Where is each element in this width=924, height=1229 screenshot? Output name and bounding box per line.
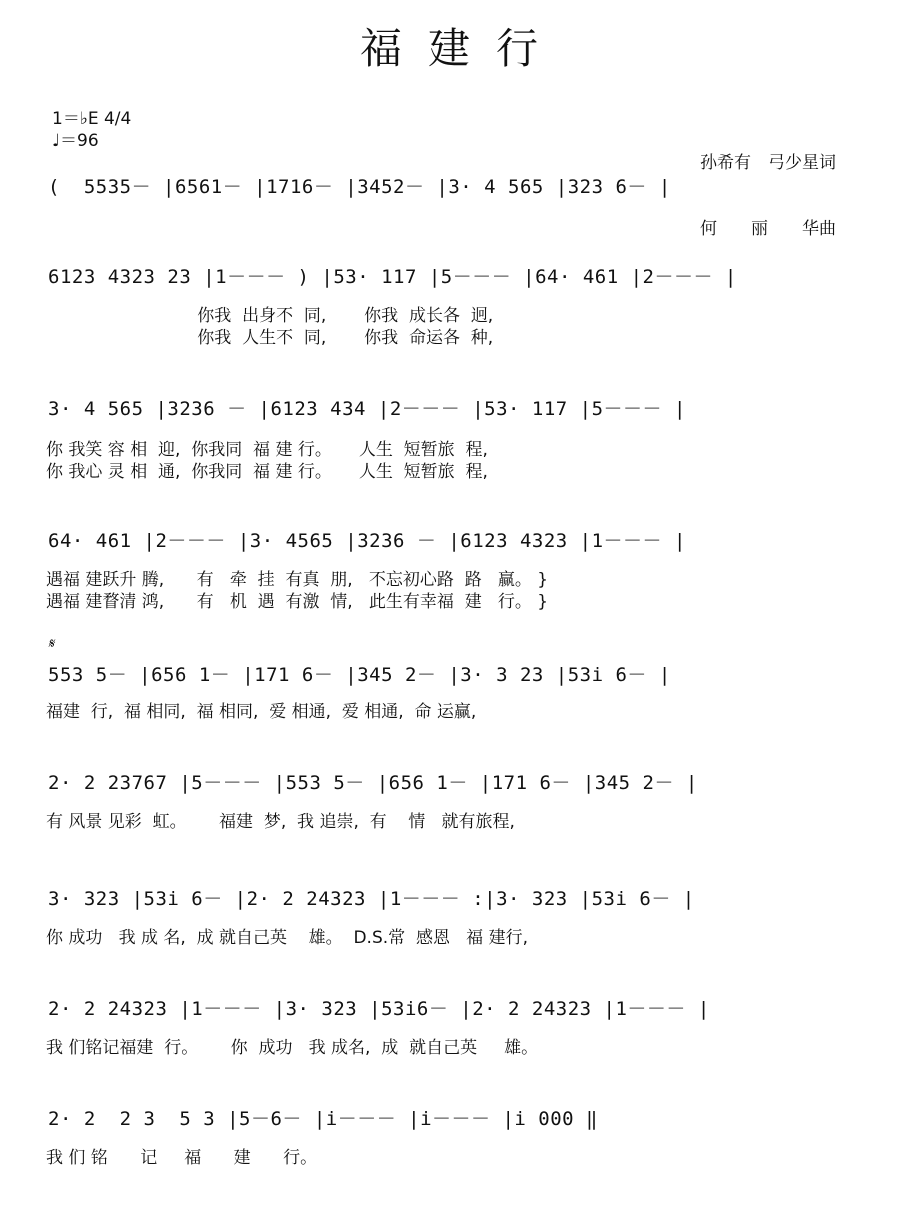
lyric-line-7: 你 成功 我 成 名, 成 就自己英 雄。 D.S.常 感恩 福 建行, bbox=[46, 928, 528, 948]
lyric-line-9: 我 们 铭 记 福 建 行。 bbox=[46, 1148, 318, 1168]
notes-line-2: 6123 4323 23 |1－－－ ) |53· 117 |5－－－ |64· 461 |2－－－ | bbox=[48, 266, 737, 288]
notes-line-8: 2· 2 24323 |1－－－ |3· 323 |53i6－ |2· 2 24323 |1－－－ | bbox=[48, 998, 710, 1020]
lyric-line-2b: 你我 人生不 同, 你我 命运各 种, bbox=[46, 328, 494, 348]
notes-line-5: 553 5－ |656 1－ |171 6－ |345 2－ |3· 3 23 |53i 6－ | bbox=[48, 664, 671, 686]
lyricist-credit: 孙希有 弓少星词 bbox=[700, 153, 836, 173]
notes-line-7: 3· 323 |53i 6－ |2· 2 24323 |1－－－ :|3· 323 |53i 6－ | bbox=[48, 888, 695, 910]
segno-icon: 𝄋 bbox=[48, 636, 55, 652]
notes-line-1: ( 5535－ |6561－ |1716－ |3452－ |3· 4 565 |323 6－ | bbox=[48, 176, 671, 198]
notes-line-6: 2· 2 23767 |5－－－ |553 5－ |656 1－ |171 6－ |345 2－ | bbox=[48, 772, 698, 794]
lyric-line-3b: 你 我心 灵 相 通, 你我同 福 建 行。 人生 短暂旅 程, bbox=[46, 462, 488, 482]
page-title: 福建行 bbox=[359, 24, 564, 73]
lyric-line-4a: 遇福 建跃升 腾, 有 牵 挂 有真 朋, 不忘初心路 路 赢。 } bbox=[46, 570, 549, 590]
lyric-line-5: 福建 行, 福 相同, 福 相同, 爱 相通, 爱 相通, 命 运赢, bbox=[46, 702, 477, 722]
tempo-marking: ♩＝96 bbox=[52, 131, 99, 151]
lyric-line-6: 有 风景 见彩 虹。 福建 梦, 我 追崇, 有 情 就有旅程, bbox=[46, 812, 515, 832]
notes-line-4: 64· 461 |2－－－ |3· 4565 |3236 － |6123 4323 |1－－－ | bbox=[48, 530, 686, 552]
lyric-line-8: 我 们铭记福建 行。 你 成功 我 成名, 成 就自己英 雄。 bbox=[46, 1038, 539, 1058]
composer-credit: 何 丽 华曲 bbox=[700, 219, 836, 239]
lyric-line-3a: 你 我笑 容 相 迎, 你我同 福 建 行。 人生 短暂旅 程, bbox=[46, 440, 488, 460]
notes-line-3: 3· 4 565 |3236 － |6123 434 |2－－－ |53· 117 |5－－－ | bbox=[48, 398, 686, 420]
lyric-line-4b: 遇福 建瞀清 鸿, 有 机 遇 有激 情, 此生有幸福 建 行。 } bbox=[46, 592, 549, 612]
notes-line-9: 2· 2 2 3 5 3 |5－6－ |i－－－ |i－－－ |i 000 ‖ bbox=[48, 1108, 598, 1130]
key-signature: 1＝♭E 4/4 bbox=[52, 109, 132, 129]
lyric-line-2a: 你我 出身不 同, 你我 成长各 迥, bbox=[46, 306, 494, 326]
